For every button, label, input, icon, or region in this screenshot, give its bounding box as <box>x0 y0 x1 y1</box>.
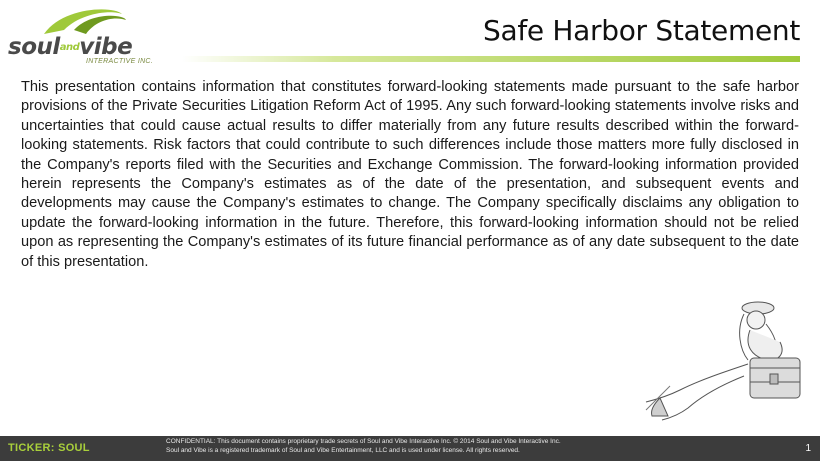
ticker-symbol: TICKER: SOUL <box>8 442 90 454</box>
company-logo <box>4 4 174 66</box>
confidentiality-line-1: CONFIDENTIAL: This document contains proprietary trade secrets of Soul and Vibe Interactive Inc. © 2014 Soul and Vibe Interactive Inc. <box>166 438 561 445</box>
slide-title: Safe Harbor Statement <box>483 14 800 47</box>
footer-bar <box>0 436 820 461</box>
confidentiality-notice <box>166 438 726 455</box>
logo-wordmark: soulandvibe <box>8 34 133 60</box>
pirate-character-illustration <box>640 290 820 430</box>
page-number: 1 <box>805 443 811 454</box>
safe-harbor-paragraph: This presentation contains information that constitutes forward-looking statements made pursuant to the safe harbor provisions of the Private Securities Litigation Reform Act of 1995. Any such forward-looking statements involve risks and uncertainties that could cause actual results to differ materially from any future results described within the forward-looking statements. Risk factors that could contribute to such differences include those matters more fully disclosed in the Company's reports filed with the Securities and Exchange Commission. The forward-looking information provided herein represents the Company's estimates as of the date of the presentation, and subsequent events and developments may cause the Company's estimates to change. The Company specifically disclaims any obligation to update the forward-looking information in the future. Therefore, this forward-looking information should not be relied upon as representing the Company's estimates of its future financial performance as of any date subsequent to the date of this presentation. <box>21 79 799 270</box>
logo-tagline: INTERACTIVE INC. <box>86 58 154 65</box>
confidentiality-line-2: Soul and Vibe is a registered trademark of Soul and Vibe Entertainment, LLC and is used under license. All rights reserved. <box>166 446 520 454</box>
title-underline <box>182 56 800 62</box>
